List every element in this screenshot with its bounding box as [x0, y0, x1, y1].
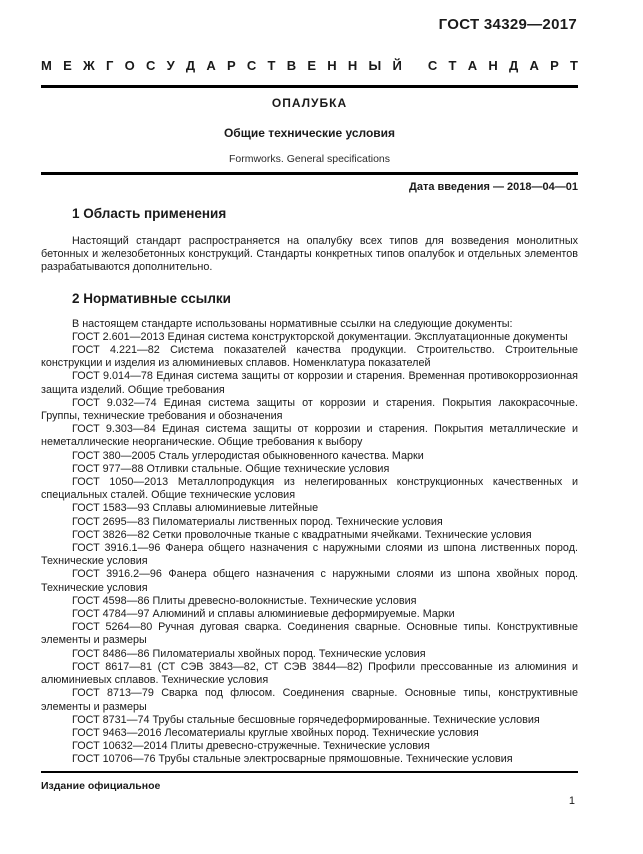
- reference-item: ГОСТ 380—2005 Сталь углеродистая обыкновенного качества. Марки: [72, 449, 424, 462]
- reference-item: ГОСТ 3916.2—96 Фанера общего назначения с наружными слоями из шпона хвойных пород. Технические условия: [41, 568, 578, 594]
- reference-item: ГОСТ 2695—83 Пиломатериалы лиственных пород. Технические условия: [72, 515, 443, 528]
- header-rule-bottom: [41, 172, 578, 175]
- reference-item: ГОСТ 1583—93 Сплавы алюминиевые литейные: [72, 502, 319, 515]
- reference-item: ГОСТ 10632—2014 Плиты древесно-стружечные. Технические условия: [72, 740, 430, 753]
- official-edition-note: Издание официальное: [41, 780, 161, 792]
- references-intro: В настоящем стандарте использованы нормативные ссылки на следующие документы:: [72, 317, 513, 330]
- reference-item: ГОСТ 9463—2016 Лесоматериалы круглые хвойных пород. Технические условия: [72, 726, 479, 739]
- doc-subtitle: Общие технические условия: [223, 126, 396, 140]
- page-number: 1: [568, 795, 575, 807]
- footer-rule: [41, 771, 578, 773]
- doc-title: ОПАЛУБКА: [271, 96, 348, 110]
- effective-date: Дата введения — 2018—04—01: [409, 181, 578, 193]
- doc-number: ГОСТ 34329—2017: [438, 16, 577, 33]
- reference-item: ГОСТ 5264—80 Ручная дуговая сварка. Соединения сварные. Основные типы. Конструктивные элементы и размеры: [41, 621, 578, 647]
- reference-item: ГОСТ 4598—86 Плиты древесно-волокнистые. Технические условия: [72, 594, 417, 607]
- doc-title-english: Formworks. General specifications: [228, 153, 391, 165]
- reference-item: ГОСТ 8713—79 Сварка под флюсом. Соединения сварные. Основные типы, конструктивные элементы и размеры: [41, 687, 578, 713]
- reference-item: ГОСТ 10706—76 Трубы стальные электросварные прямошовные. Технические условия: [72, 753, 513, 766]
- reference-item: ГОСТ 8731—74 Трубы стальные бесшовные горячедеформированные. Технические условия: [72, 713, 540, 726]
- reference-item: ГОСТ 8486—86 Пиломатериалы хвойных пород. Технические условия: [72, 647, 426, 660]
- reference-item: ГОСТ 3826—82 Сетки проволочные тканые с квадратными ячейками. Технические условия: [72, 528, 532, 541]
- reference-item: ГОСТ 9.032—74 Единая система защиты от коррозии и старения. Покрытия лакокрасочные. Группы, технические требования и обозначения: [41, 396, 578, 423]
- reference-item: ГОСТ 3916.1—96 Фанера общего назначения с наружными слоями из шпона лиственных пород. Технические условия: [41, 542, 578, 568]
- header-rule-top: [41, 85, 578, 88]
- standard-type-label: М Е Ж Г О С У Д А Р С Т В Е Н Н Ы Й С Т А Н Д А Р Т: [41, 58, 578, 73]
- reference-item: ГОСТ 1050—2013 Металлопродукция из нелегированных конструкционных качественных и специальных сталей. Общие технические условия: [41, 476, 578, 502]
- reference-item: ГОСТ 8617—81 (СТ СЭВ 3843—82, СТ СЭВ 3844—82) Профили прессованные из алюминия и алюминиевых сплавов. Технические условия: [41, 660, 578, 687]
- reference-item: ГОСТ 4784—97 Алюминий и сплавы алюминиевые деформируемые. Марки: [72, 608, 455, 621]
- reference-item: ГОСТ 9.014—78 Единая система защиты от коррозии и старения. Временная противокоррозионная защита изделий. Общие требования: [41, 370, 578, 396]
- document-body: [41, 206, 578, 767]
- reference-item: ГОСТ 4.221—82 Система показателей качества продукции. Строительство. Строительные конструкции и изделия из алюминиевых сплавов. Номенклатура показателей: [41, 344, 578, 370]
- scope-paragraph: Настоящий стандарт распространяется на опалубку всех типов для возведения монолитных бетонных и железобетонных конструкций. Стандарты конкретных типов опалубок и отдельных элементов разрабатываются дополнительно.: [41, 235, 578, 274]
- section-heading-references: 2 Нормативные ссылки: [72, 290, 231, 306]
- reference-item: ГОСТ 977—88 Отливки стальные. Общие технические условия: [72, 462, 390, 475]
- reference-item: ГОСТ 9.303—84 Единая система защиты от коррозии и старения. Покрытия металлические и неметаллические неорганические. Общие требования к выбору: [41, 423, 578, 449]
- section-heading-scope: 1 Область применения: [72, 206, 227, 221]
- reference-item: ГОСТ 2.601—2013 Единая система конструкторской документации. Эксплуатационные документы: [72, 330, 568, 343]
